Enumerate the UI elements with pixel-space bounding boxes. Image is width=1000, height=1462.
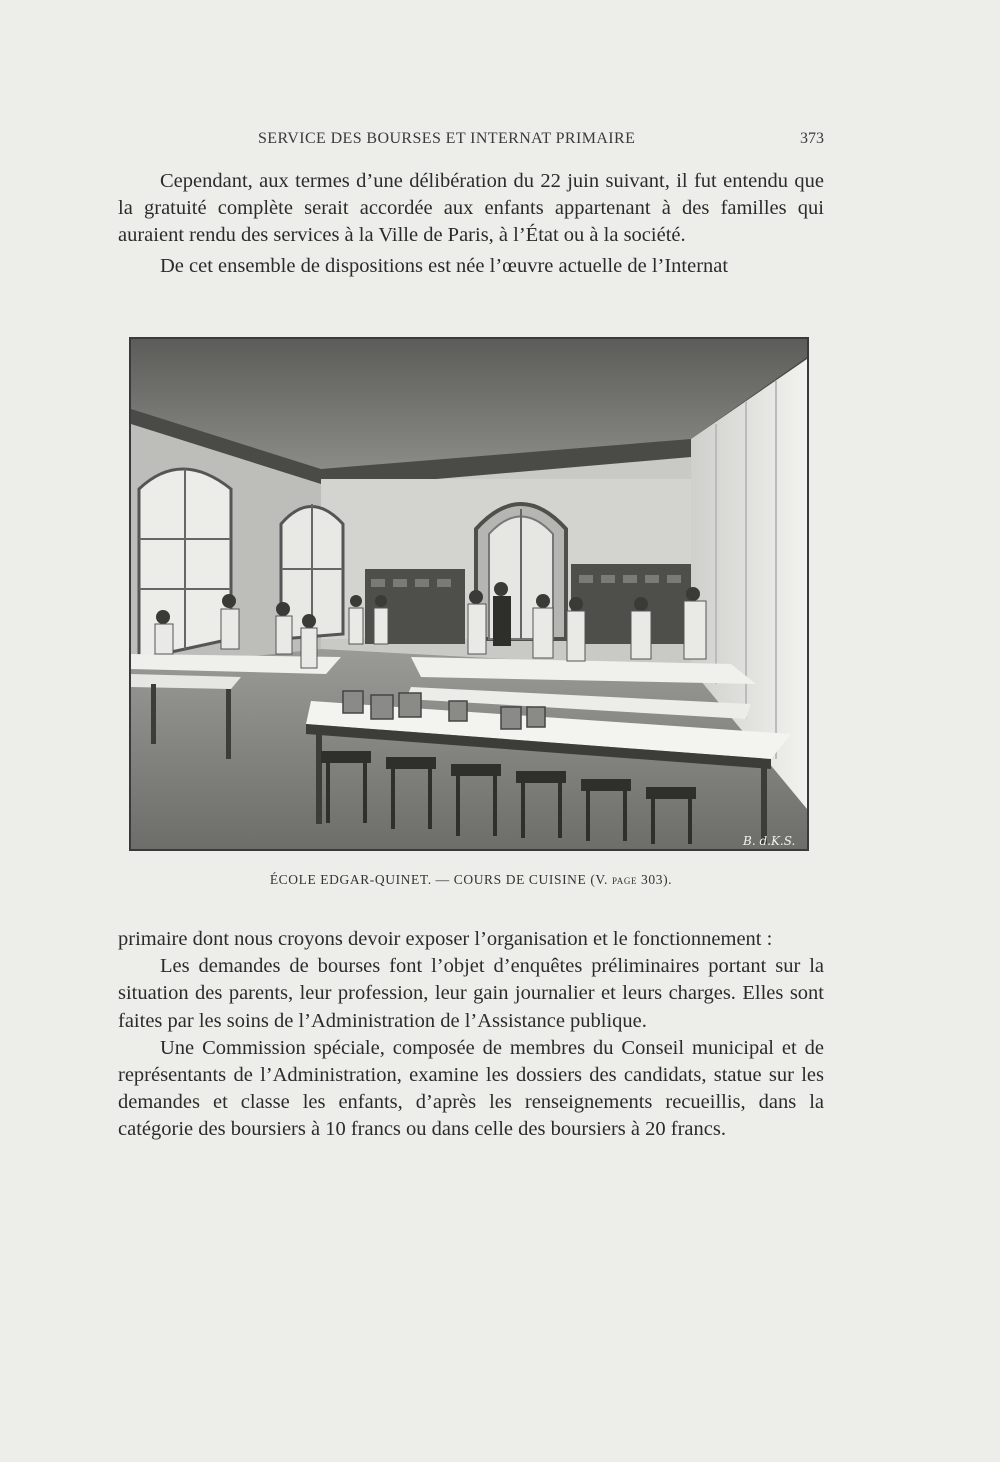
paragraph: Les demandes de bourses font l’objet d’enquêtes préliminaires portant sur la situation des parents, leur profession, leur gain journalier et leurs charges. Elles sont faites par les soins de l’Administration de l’Assistance publique. (118, 955, 824, 1032)
page-number: 373 (800, 130, 824, 147)
text-block-bottom (118, 926, 824, 1144)
figure-caption (118, 872, 824, 888)
text-block-top (118, 168, 824, 280)
photo-signature: B. d.K.S. (743, 834, 796, 848)
paragraph: Cependant, aux termes d’une délibération du 22 juin suivant, il fut entendu que la gratuité complète serait accordée aux enfants appartenant à des familles qui auraient rendu des services à la Ville de Paris, à l’État ou à la société. (118, 170, 824, 247)
paragraph: Une Commission spéciale, composée de membres du Conseil municipal et de représentants de l’Administration, examine les dossiers des candidats, statue sur les demandes et classe les enfants, d’après les renseignements recueillis, dans la catégorie des boursiers à 10 francs ou dans celle des boursiers à 20 francs. (118, 1036, 824, 1141)
running-title: SERVICE DES BOURSES ET INTERNAT PRIMAIRE (258, 130, 636, 147)
photograph-cooking-class (129, 337, 809, 851)
paragraph: De cet ensemble de dispositions est née l’œuvre actuelle de l’Internat (160, 254, 729, 277)
running-head (118, 130, 824, 154)
caption-text: ÉCOLE EDGAR-QUINET. — COURS DE CUISINE (V. page 303). (269, 872, 673, 887)
paragraph: primaire dont nous croyons devoir exposer l’organisation et le fonctionnement : (118, 928, 773, 950)
